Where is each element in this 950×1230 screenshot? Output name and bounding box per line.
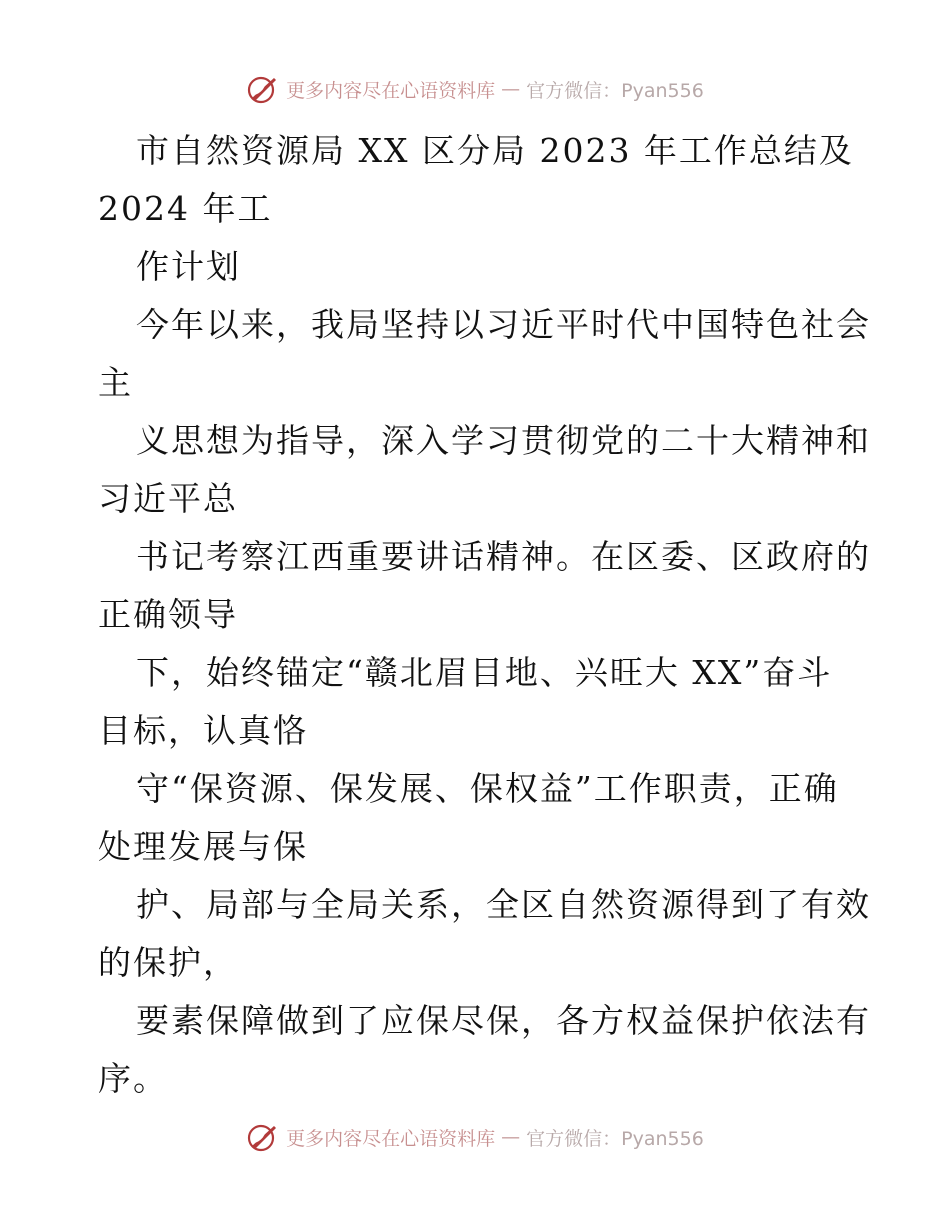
watermark-brand: 更多内容尽在心语资料库 — [286, 1127, 496, 1150]
title-line-3: 作计划 — [136, 247, 241, 286]
paragraph-line: 书记考察江西重要讲话精神。在区委、区政府的 — [136, 537, 871, 576]
paragraph-line: 序。 — [98, 1059, 168, 1098]
watermark-brand: 更多内容尽在心语资料库 — [286, 79, 496, 102]
document-body — [98, 122, 878, 1108]
quill-logo-icon — [246, 74, 280, 104]
paragraph-line: 护、局部与全局关系，全区自然资源得到了有效 — [136, 885, 871, 924]
title-line-2: 2024 年工 — [98, 189, 273, 228]
watermark-separator: — — [501, 1126, 521, 1148]
paragraph-line: 习近平总 — [98, 479, 238, 518]
paragraph-line: 要素保障做到了应保尽保，各方权益保护依法有 — [136, 1001, 871, 1040]
watermark-separator: — — [501, 78, 521, 100]
paragraph-line: 的保护， — [98, 943, 238, 982]
paragraph-line: 正确领导 — [98, 595, 238, 634]
quill-logo-icon — [246, 1122, 280, 1152]
paragraph-line: 义思想为指导，深入学习贯彻党的二十大精神和 — [136, 421, 871, 460]
paragraph-line: 目标，认真恪 — [98, 711, 308, 750]
watermark-wechat: 官方微信：Pyan556 — [526, 79, 704, 102]
paragraph-line: 守“保资源、保发展、保权益”工作职责，正确 — [136, 769, 839, 808]
paragraph-line: 下，始终锚定“赣北眉目地、兴旺大 XX”奋斗 — [136, 653, 833, 692]
paragraph-line: 处理发展与保 — [98, 827, 308, 866]
paragraph-line: 主 — [98, 363, 133, 402]
watermark-header — [0, 74, 950, 104]
watermark-footer — [0, 1122, 950, 1152]
watermark-wechat: 官方微信：Pyan556 — [526, 1127, 704, 1150]
paragraph-line: 今年以来，我局坚持以习近平时代中国特色社会 — [136, 305, 871, 344]
title-line-1: 市自然资源局 XX 区分局 2023 年工作总结及 — [136, 131, 854, 170]
